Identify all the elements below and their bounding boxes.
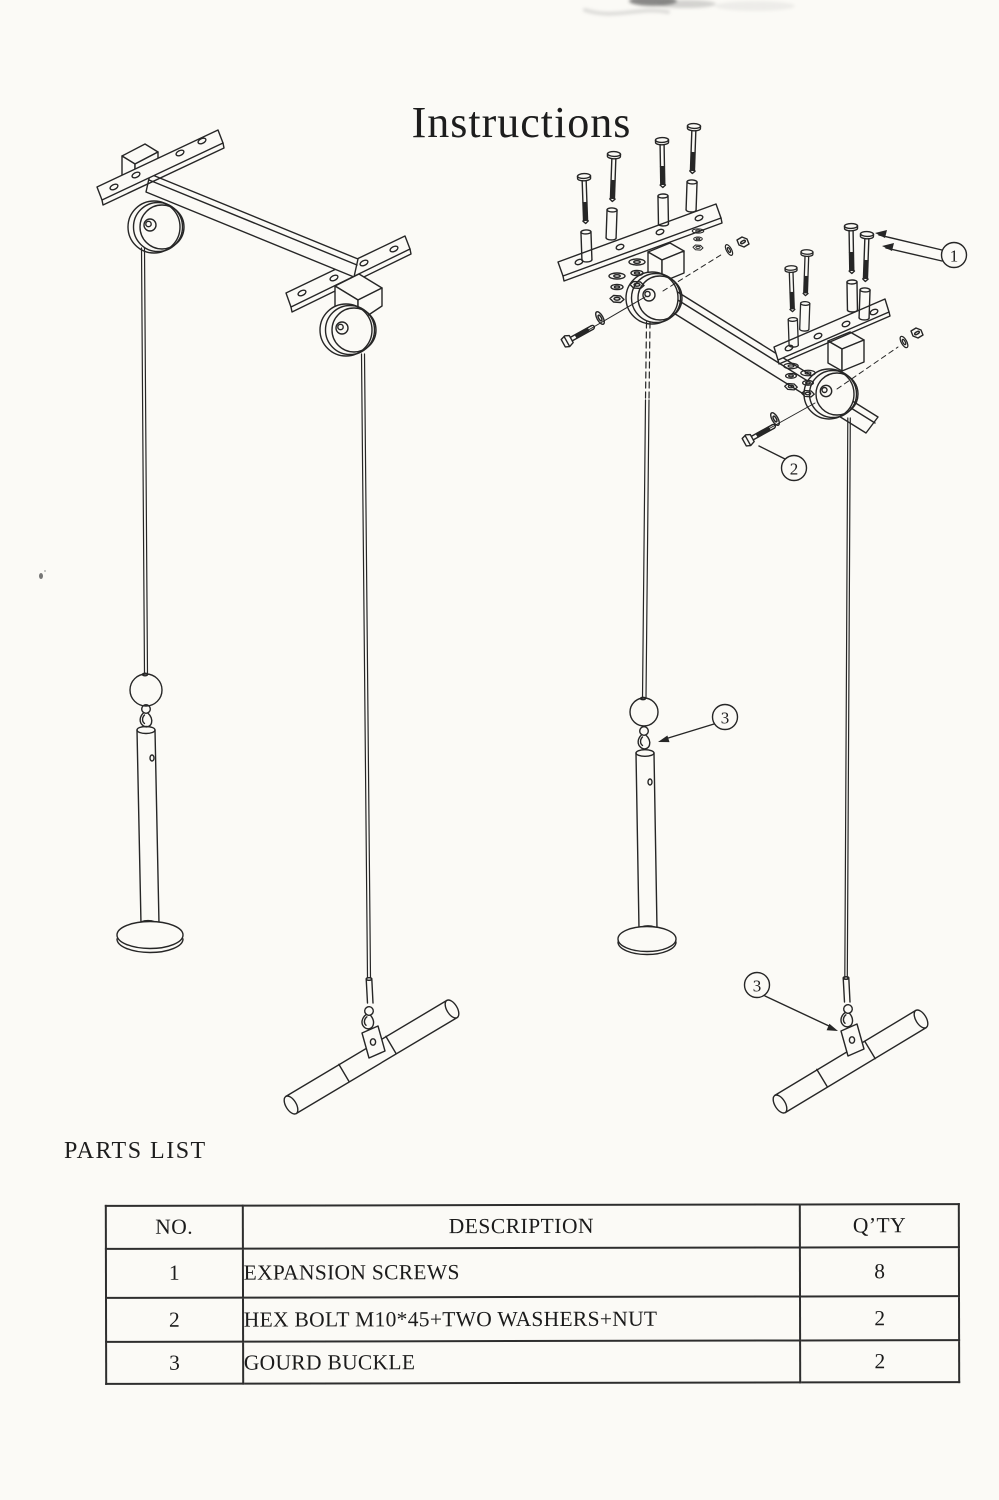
table-row	[106, 1340, 959, 1384]
gourd-buckle	[840, 1004, 854, 1027]
callout-number: 3	[752, 976, 762, 996]
callout-2	[759, 446, 807, 481]
callout-1	[875, 230, 967, 268]
cell-qty: 8	[800, 1247, 959, 1296]
loading-pin	[618, 750, 676, 955]
callout-number: 3	[720, 708, 730, 728]
cell-qty: 2	[800, 1296, 959, 1340]
expansion-screws	[577, 123, 873, 347]
assembled-view-drawing	[97, 130, 462, 1116]
gourd-buckle	[140, 705, 152, 727]
page-title: Instructions	[411, 98, 632, 148]
cable-sleeve	[843, 977, 850, 1002]
pulley-wheel	[626, 272, 682, 324]
mount-block	[828, 332, 864, 371]
callout-number: 2	[789, 459, 799, 479]
cable-ball-stop	[130, 674, 162, 706]
cable	[362, 354, 371, 978]
header-description: DESCRIPTION	[242, 1204, 800, 1248]
scan-artifact-smudge	[585, 0, 795, 14]
callout-number: 1	[949, 246, 959, 266]
pulley-wheel	[128, 201, 184, 253]
header-no: NO.	[106, 1206, 243, 1249]
cable	[845, 418, 851, 978]
scan-artifact-speck	[39, 570, 46, 579]
parts-table	[105, 1203, 960, 1385]
gourd-buckle	[361, 1006, 375, 1029]
table-row	[106, 1247, 959, 1298]
cable-sleeve	[366, 978, 373, 1003]
cable	[643, 322, 651, 698]
arrowhead-icon	[875, 230, 887, 238]
cell-qty: 2	[800, 1340, 959, 1382]
cell-description: EXPANSION SCREWS	[243, 1247, 801, 1297]
cell-description: GOURD BUCKLE	[243, 1340, 801, 1383]
header-qty: Q’TY	[800, 1204, 959, 1247]
arrowhead-icon	[882, 243, 894, 251]
cell-no: 3	[106, 1342, 243, 1384]
cell-no: 2	[106, 1298, 243, 1342]
table-row	[106, 1296, 959, 1342]
arrowhead-icon	[658, 736, 670, 743]
bar-bracket	[841, 1024, 864, 1056]
gourd-buckle	[638, 727, 650, 749]
cell-description: HEX BOLT M10*45+TWO WASHERS+NUT	[243, 1296, 801, 1341]
arrowhead-icon	[827, 1024, 838, 1031]
loading-pin	[117, 727, 183, 953]
cell-no: 1	[106, 1249, 243, 1298]
parts-table-header-row	[106, 1204, 959, 1249]
parts-list-heading: PARTS LIST	[64, 1138, 207, 1164]
callout-3	[658, 705, 738, 743]
cable	[142, 248, 148, 675]
callout-3b	[745, 973, 839, 1032]
cable-ball-stop	[630, 698, 658, 726]
pull-bar-handle	[770, 1008, 930, 1115]
exploded-view-drawing	[558, 123, 967, 1115]
